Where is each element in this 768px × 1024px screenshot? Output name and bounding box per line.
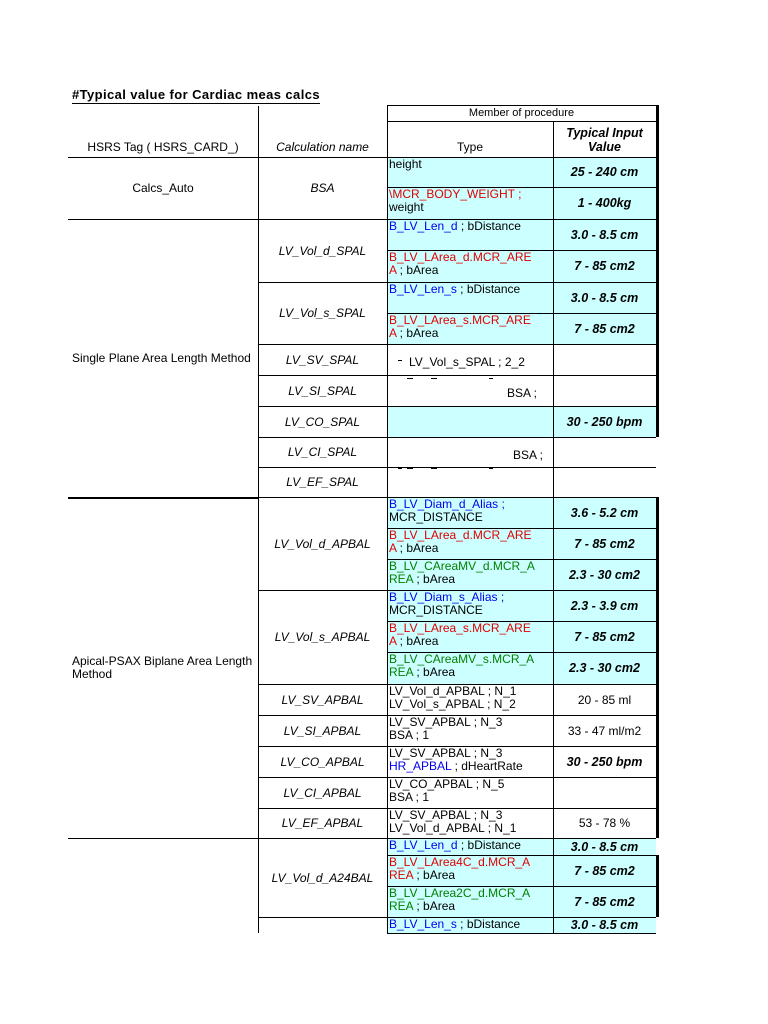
type-text: ; bArea [396,325,439,340]
underline-mark [407,378,413,379]
underline-mark [466,157,472,158]
type-cell [389,808,551,838]
underline-mark [425,157,431,158]
calculation-name: LV_EF_APBAL [281,816,364,830]
typical-input-value: 2.3 - 30 cm2 [569,661,640,675]
procedure-member-link: B_LV_LArea_s.MCR_ARE [389,313,531,327]
type-text: BSA ; 1 [389,727,430,742]
document-title: #Typical value for Cardiac meas calcs [72,87,320,102]
type-cell [389,886,551,917]
procedure-member-link: B_LV_LArea_d.MCR_ARE [389,250,532,264]
calculation-name: LV_SI_SPAL [288,383,357,398]
procedure-member-link: B_LV_LArea2C_d.MCR_A [389,886,531,900]
calculation-name: LV_Vol_d_APBAL [274,536,371,551]
procedure-member-link: A [389,325,397,340]
type-cell [389,375,551,406]
grid-line [258,917,387,918]
type-cell [389,437,551,467]
type-text: LV_Vol_s_APBAL ; N_2 [389,696,516,711]
type-cell [389,467,551,497]
typical-input-value: 7 - 85 cm2 [574,536,635,551]
type-cell [389,621,551,652]
typical-input-value [553,344,656,375]
calculation-name: LV_SV_SPAL [285,352,360,367]
type-text: MCR_DISTANCE [389,509,483,524]
hsrs-group-name: Apical-PSAX Biplane Area Length Method [72,653,253,681]
type-text: LV_Vol_d_APBAL ; N_1 [389,684,517,698]
type-text: ; bArea [413,664,456,679]
underline-mark [490,437,494,438]
type-text: LV_SV_APBAL ; N_3 [389,715,503,729]
type-cell [389,559,551,590]
type-cell [389,406,551,437]
procedure-member-link: B_LV_Len_d [389,219,458,233]
grid-line [68,497,258,499]
underline-mark [431,468,437,469]
calculation-name: BSA [310,181,335,195]
type-cell [389,344,551,375]
calculation-name: LV_CO_APBAL [280,754,365,769]
calculation-name: LV_Vol_s_APBAL [274,630,371,644]
type-text: ; bDistance [456,282,521,296]
type-text: BSA ; [513,448,544,462]
type-text: LV_SV_APBAL ; N_3 [389,808,503,822]
procedure-member-link: B_LV_LArea_s.MCR_ARE [389,621,531,635]
type-text: LV_SV_APBAL ; N_3 [389,746,503,760]
grid-line [387,121,659,122]
typical-input-value: 3.6 - 5.2 cm [570,505,639,520]
type-cell [389,157,551,187]
calculation-name: LV_CI_APBAL [283,785,362,800]
type-text: ; bDistance [457,219,521,233]
procedure-member-link: B_LV_Len_s [389,917,457,931]
procedure-member-link: A [389,540,397,555]
typical-input-value: 3.0 - 8.5 cm [570,918,639,932]
procedure-member-link: REA [389,867,414,882]
typical-input-value: 33 - 47 ml/m2 [567,723,642,738]
type-cell [389,684,551,715]
type-text: ; bDistance [457,838,521,852]
underline-mark [404,437,410,438]
calculation-name: LV_SV_APBAL [281,692,364,707]
type-cell [389,219,551,250]
type-text: ; dHeartRate [451,758,523,773]
type-cell [389,746,551,777]
header-hsrs-tag: HSRS Tag ( HSRS_CARD_) [87,140,239,154]
header-typical-input-value: Typical Input Value [566,126,643,154]
type-text: ; bArea [413,898,456,913]
procedure-member-link: B_LV_CAreaMV_s.MCR_A [389,652,535,666]
underline-mark [431,378,437,379]
type-text: ; bArea [413,867,456,882]
typical-input-value: 3.0 - 8.5 cm [570,839,639,854]
hsrs-group-name: Calcs_Auto [132,180,194,195]
grid-line [68,838,258,839]
calculation-name: LV_Vol_d_SPAL [278,243,367,258]
typical-input-value: 2.3 - 30 cm2 [569,567,640,582]
procedure-member-link: B_LV_Diam_s_Alias ; [389,590,505,604]
underline-mark [489,468,493,469]
header-calculation-name: Calculation name [276,140,369,154]
hsrs-group-name: Single Plane Area Length Method [72,350,251,365]
underline-mark [398,360,402,361]
procedure-member-link: REA [389,571,414,586]
type-text: height [389,157,422,171]
typical-input-value: 30 - 250 bpm [566,414,643,429]
procedure-member-link: B_LV_Len_s [389,282,457,296]
header-member-of-procedure: Member of procedure [468,107,575,119]
type-text: ; bArea [413,571,456,586]
calculation-name: LV_Vol_s_SPAL [279,306,366,320]
procedure-member-link: A [389,633,397,648]
type-text: BSA ; [507,386,538,400]
typical-input-value [553,467,656,497]
type-cell [389,250,551,282]
typical-input-value: 25 - 240 cm [570,165,639,179]
type-cell [389,855,551,886]
type-cell [389,838,551,855]
typical-input-value: 7 - 85 cm2 [574,321,635,336]
typical-input-value: 53 - 78 % [578,816,631,830]
underline-mark [398,468,402,469]
grid-line [656,855,659,917]
type-cell [389,313,551,344]
type-text: LV_Vol_s_SPAL ; 2_2 [409,355,525,369]
procedure-member-link: B_LV_CAreaMV_d.MCR_A [389,559,535,573]
typical-input-value: 7 - 85 cm2 [574,894,635,909]
type-text: ; bArea [396,540,439,555]
type-cell [389,917,551,933]
procedure-member-link: B_LV_LArea_d.MCR_ARE [389,528,532,542]
grid-line [387,105,659,106]
type-text: LV_Vol_d_APBAL ; N_1 [389,820,517,835]
type-cell [389,777,551,808]
procedure-member-link: REA [389,664,414,679]
calculation-name: LV_EF_SPAL [286,475,359,489]
type-cell [389,590,551,621]
typical-input-value: 2.3 - 3.9 cm [570,598,639,613]
procedure-member-link: \MCR_BODY_WEIGHT ; [389,187,522,201]
calculation-name: LV_CI_SPAL [287,445,358,459]
typical-input-value: 3.0 - 8.5 cm [570,227,639,242]
typical-input-value: 7 - 85 cm2 [574,259,635,273]
procedure-member-link: REA [389,898,414,913]
typical-input-value: 7 - 85 cm2 [574,863,635,878]
typical-input-value [553,437,656,467]
type-cell [389,652,551,684]
typical-input-value: 7 - 85 cm2 [574,629,635,644]
calculation-name: LV_Vol_d_A24BAL [271,870,374,885]
procedure-member-link: B_LV_LArea4C_d.MCR_A [389,855,531,869]
procedure-member-link: A [389,262,397,277]
type-cell [389,715,551,746]
calculation-name: LV_CO_SPAL [284,414,361,429]
type-cell [389,187,551,219]
procedure-member-link: B_LV_Len_d [389,838,458,852]
grid-line [387,933,656,934]
type-text: weight [389,199,424,214]
grid-line [656,497,659,838]
type-text: BSA ; 1 [389,789,430,804]
underline-mark [489,378,493,379]
header-type: Type [456,140,483,154]
underline-mark [433,437,439,438]
type-cell [389,282,551,313]
typical-input-value: 30 - 250 bpm [566,754,643,769]
typical-input-value: 20 - 85 ml [577,692,632,707]
type-text: ; bDistance [456,917,521,931]
type-text: LV_CO_APBAL ; N_5 [389,777,505,791]
type-cell [389,528,551,559]
type-cell [389,497,551,528]
type-text: MCR_DISTANCE [389,602,483,617]
type-text: ; bArea [396,262,439,277]
calculation-name: LV_SI_APBAL [283,723,362,738]
type-text: ; bArea [396,633,439,648]
typical-input-value [553,777,656,808]
typical-input-value: 1 - 400kg [577,196,632,210]
typical-input-value: 3.0 - 8.5 cm [570,290,639,305]
typical-input-value [553,375,656,406]
procedure-member-link: HR_APBAL [389,758,452,773]
grid-line [656,105,659,437]
underline-mark [407,468,413,469]
procedure-member-link: B_LV_Diam_d_Alias ; [389,497,505,511]
